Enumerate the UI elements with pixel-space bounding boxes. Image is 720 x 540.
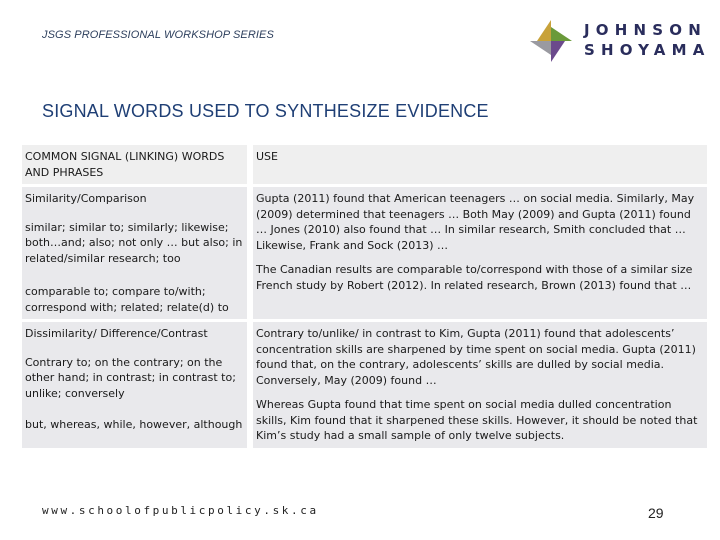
col1-header: COMMON SIGNAL (LINKING) WORDS AND PHRASES	[22, 145, 253, 184]
page-number: 29	[648, 505, 664, 521]
page-title: SIGNAL WORDS USED TO SYNTHESIZE EVIDENCE	[42, 101, 489, 121]
series-label: JSGS PROFESSIONAL WORKSHOP SERIES	[42, 29, 274, 41]
signal-words-table	[22, 142, 707, 451]
similarity-use-cell	[253, 187, 707, 319]
table-header-row	[22, 145, 707, 184]
footer-website-link[interactable]: www.schoolofpublicpolicy.sk.ca	[42, 504, 319, 517]
dissimilarity-use-1: Contrary to/unlike/ in contrast to Kim, Gupta (2011) found that adolescents’ concentration skills are sharpened by time spent on social media. Gupta (2011) found that, on the contrary, adolescents’ skills are dulled by social media. Conversely, May (2009) found …	[256, 327, 696, 387]
dissimilarity-use-cell	[253, 322, 707, 448]
table-row-similarity	[22, 187, 707, 319]
dissimilarity-words-1: Contrary to; on the contrary; on the other hand; in contrast; in contrast to; unlike; conversely	[25, 355, 236, 400]
similarity-heading: Similarity/Comparison	[25, 192, 147, 205]
similarity-use-2: The Canadian results are comparable to/correspond with those of a similar size French study by Robert (2012). In related research, Brown (2013) found that …	[256, 263, 693, 292]
similarity-words-cell	[22, 187, 253, 319]
dissimilarity-words-cell	[22, 322, 253, 448]
logo-wordmark	[584, 20, 711, 60]
dissimilarity-heading: Dissimilarity/ Difference/Contrast	[25, 327, 208, 340]
logo-line1: JOHNSON	[584, 21, 707, 39]
dissimilarity-use-2: Whereas Gupta found that time spent on social media dulled concentration skills, Kim found that it sharpened these skills. However, it should be noted that Kim’s study had a small sample of only twelve subjects.	[256, 398, 698, 442]
col2-header: USE	[253, 145, 707, 184]
logo-mark-icon	[528, 18, 574, 64]
similarity-words-2: comparable to; compare to/with; correspond with; related; relate(d) to	[25, 285, 229, 314]
logo-line2: SHOYAMA	[584, 41, 711, 59]
table-row-dissimilarity	[22, 322, 707, 448]
similarity-words-1: similar; similar to; similarly; likewise; both…and; also; not only … but also; in related/similar research; too	[25, 220, 243, 265]
dissimilarity-words-2: but, whereas, while, however, although	[25, 418, 243, 431]
johnson-shoyama-logo	[528, 18, 714, 64]
similarity-use-1: Gupta (2011) found that American teenagers … on social media. Similarly, May (2009) determined that teenagers … Both May (2009) and Gupta (2011) found … Jones (2010) also found that … In similar research, Smith concluded that … Likewise, Frank and Sock (2013) …	[256, 192, 695, 252]
